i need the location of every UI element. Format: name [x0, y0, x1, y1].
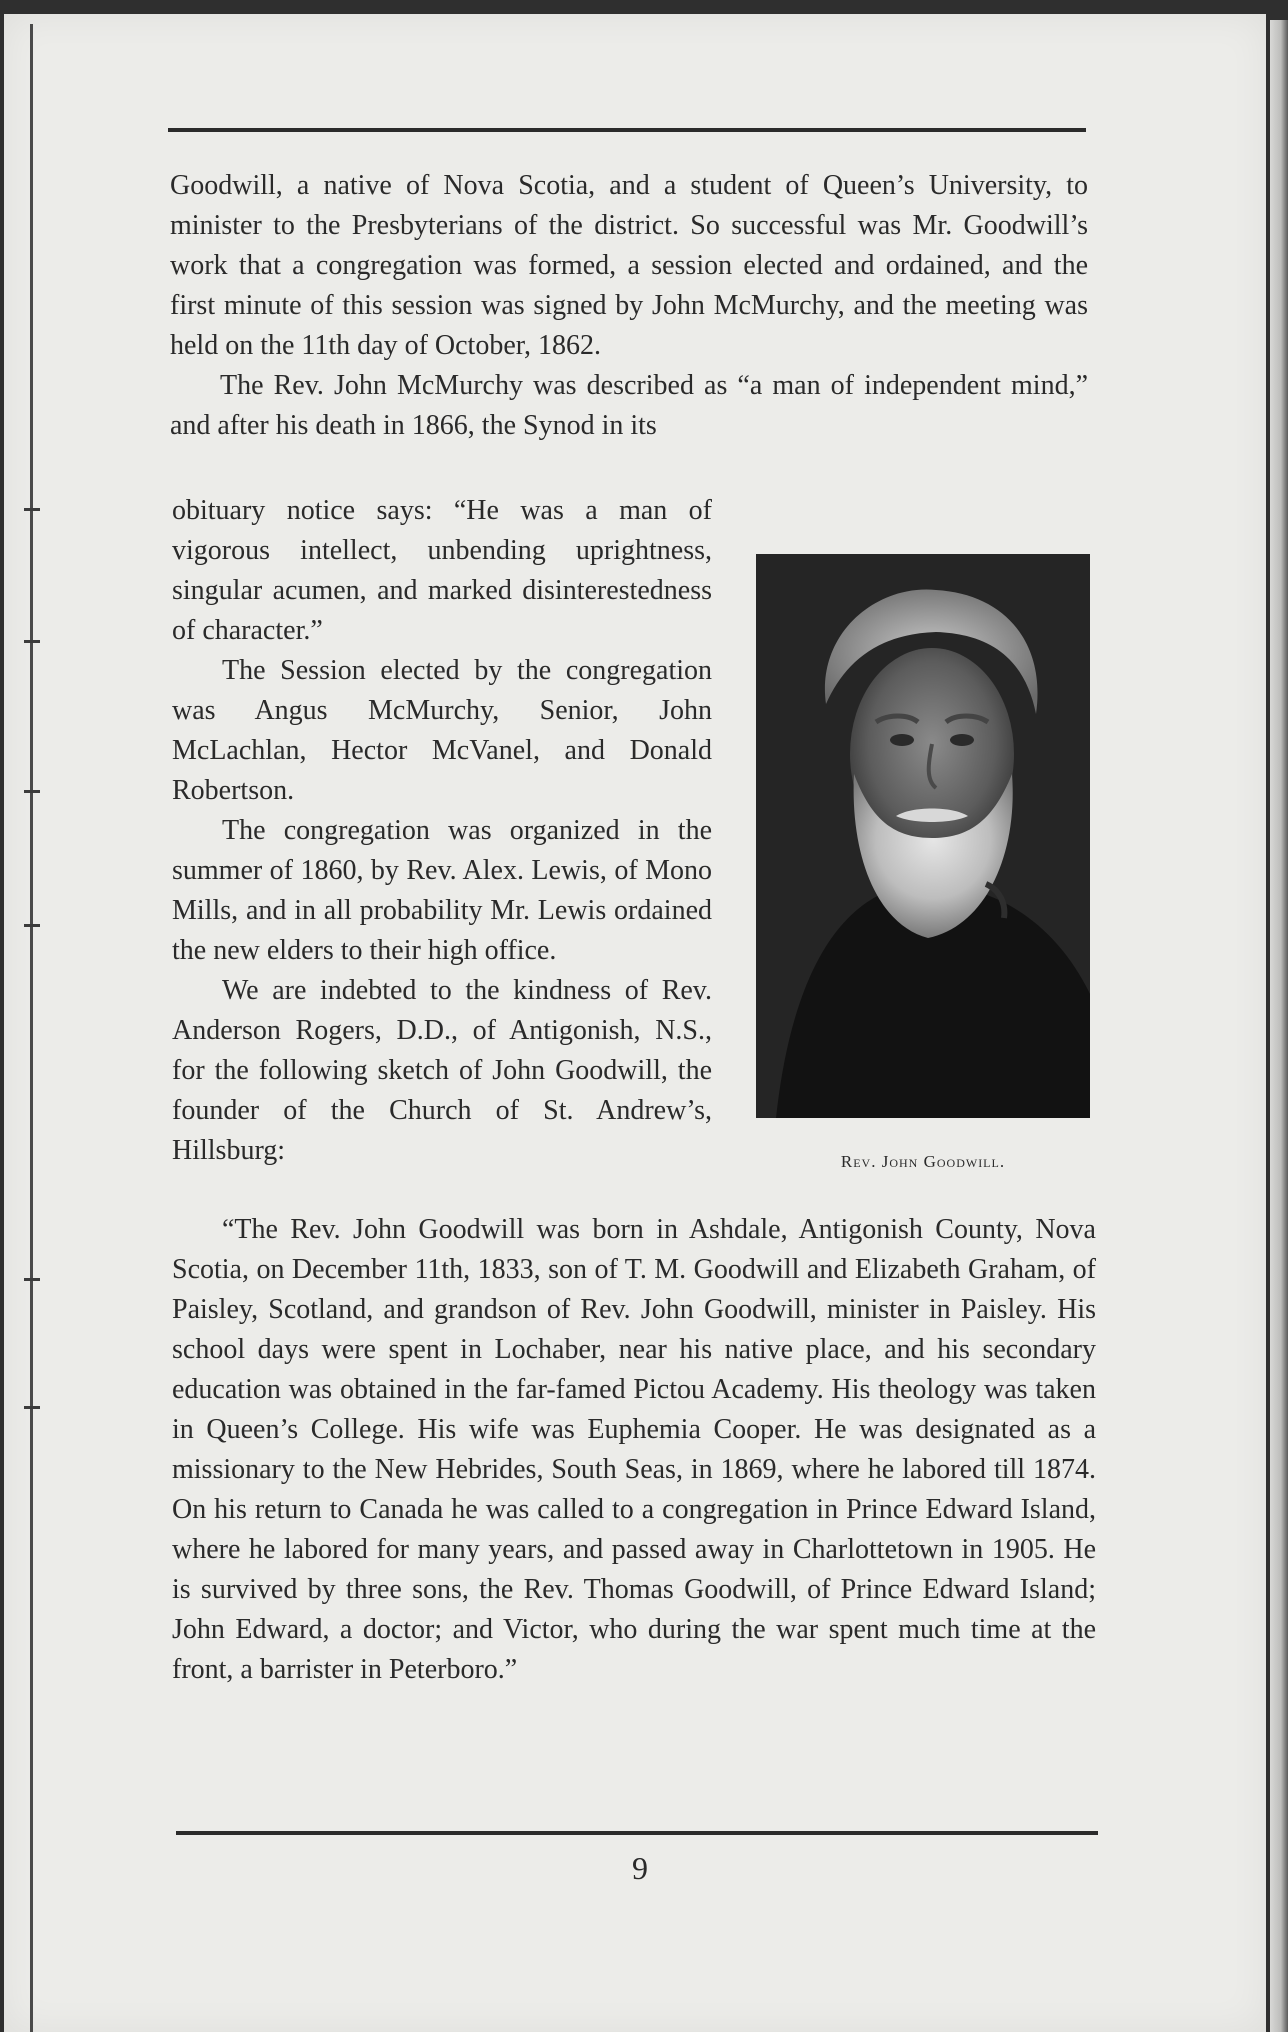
binding-stitch: [24, 1278, 40, 1281]
bottom-rule: [176, 1831, 1098, 1835]
top-rule: [168, 128, 1086, 132]
page-number: 9: [632, 1850, 648, 1886]
binding-stitch: [24, 790, 40, 793]
top-text-block: [170, 166, 1088, 446]
paragraph: obituary notice says: “He was a man of vigorous intellect, unbending uprightness, singular acumen, and marked disinterestedness of character.”: [172, 495, 712, 646]
paragraph: The congregation was organized in the summer of 1860, by Rev. Alex. Lewis, of Mono Mills, and in all probability Mr. Lewis ordained the new elders to their high office.: [172, 815, 712, 966]
binding-stitch: [24, 924, 40, 927]
binding-stitch: [24, 1406, 40, 1409]
binding-spine: [30, 24, 33, 2032]
portrait-caption: Rev. John Goodwill.: [840, 1152, 1006, 1171]
page-edge: [1270, 20, 1288, 2032]
column-text-block: [172, 491, 712, 1171]
paragraph: We are indebted to the kindness of Rev. Anderson Rogers, D.D., of Antigonish, N.S., for the following sketch of John Goodwill, the founder of the Church of St. Andrew’s, Hillsburg:: [172, 975, 712, 1166]
binding-stitch: [24, 508, 40, 511]
portrait-photo: [756, 554, 1090, 1118]
bottom-text-block: [172, 1210, 1096, 1690]
binding-stitch: [24, 640, 40, 643]
paragraph: The Session elected by the congregation was Angus McMurchy, Senior, John McLachlan, Hector McVanel, and Donald Robertson.: [172, 655, 712, 806]
paragraph: The Rev. John McMurchy was described as “a man of independent mind,” and after his death in 1866, the Synod in its: [170, 370, 1088, 441]
paragraph: “The Rev. John Goodwill was born in Ashdale, Antigonish County, Nova Scotia, on December 11th, 1833, son of T. M. Goodwill and Elizabeth Graham, of Paisley, Scotland, and grandson of Rev. John Goodwill, minister in Paisley. His school days were spent in Lochaber, near his native place, and his secondary education was obtained in the far-famed Pictou Academy. His theology was taken in Queen’s College. His wife was Euphemia Cooper. He was designated as a missionary to the New Hebrides, South Seas, in 1869, where he labored till 1874. On his return to Canada he was called to a congregation in Prince Edward Island, where he labored for many years, and passed away in Charlottetown in 1905. He is survived by three sons, the Rev. Thomas Goodwill, of Prince Edward Island; John Edward, a doctor; and Victor, who during the war spent much time at the front, a barrister in Peterboro.”: [172, 1214, 1096, 1685]
paragraph: Goodwill, a native of Nova Scotia, and a student of Queen’s University, to minister to the Presbyterians of the district. So successful was Mr. Goodwill’s work that a congregation was formed, a session elected and ordained, and the first minute of this session was signed by John McMurchy, and the meeting was held on the 11th day of October, 1862.: [170, 170, 1088, 361]
